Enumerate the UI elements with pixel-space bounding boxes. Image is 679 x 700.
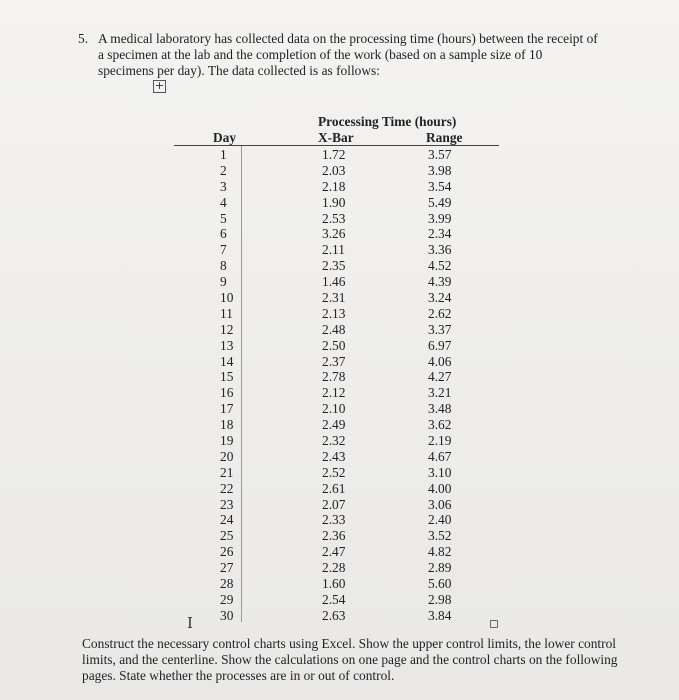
xbar-cell: 2.13 [322, 305, 346, 321]
text-cursor-icon: I [187, 614, 193, 632]
range-cell: 3.48 [428, 401, 452, 417]
square-icon [490, 620, 498, 628]
table-row [0, 528, 679, 544]
table-row [0, 512, 679, 528]
range-cell: 3.24 [428, 290, 452, 306]
table-row [0, 258, 679, 274]
range-cell: 3.06 [428, 496, 452, 512]
day-cell: 21 [220, 464, 234, 480]
xbar-cell: 3.26 [322, 226, 346, 242]
table-row [0, 179, 679, 195]
day-cell: 19 [220, 433, 234, 449]
day-cell: 1 [220, 147, 227, 162]
range-cell: 4.27 [428, 369, 452, 385]
xbar-cell: 2.37 [322, 353, 346, 369]
xbar-cell: 2.35 [322, 258, 346, 274]
day-cell: 26 [220, 544, 234, 560]
range-cell: 2.89 [428, 560, 452, 576]
xbar-cell: 2.28 [322, 560, 346, 576]
range-cell: 4.82 [428, 544, 452, 560]
range-cell: 4.00 [428, 480, 452, 496]
range-cell: 3.10 [428, 464, 452, 480]
day-cell: 16 [220, 385, 234, 401]
xbar-cell: 2.33 [322, 512, 346, 528]
table-row [0, 211, 679, 227]
xbar-cell: 2.50 [322, 337, 346, 353]
xbar-cell: 2.31 [322, 290, 346, 306]
table-row [0, 195, 679, 211]
table-row [0, 226, 679, 242]
xbar-cell: 2.63 [322, 607, 346, 623]
range-cell: 3.52 [428, 528, 452, 544]
xbar-cell: 1.46 [322, 274, 346, 290]
day-cell: 8 [220, 258, 227, 274]
table-row [0, 163, 679, 179]
xbar-cell: 1.90 [322, 194, 346, 210]
range-cell: 3.57 [428, 147, 452, 162]
xbar-cell: 2.11 [322, 242, 345, 258]
range-cell: 3.37 [428, 321, 452, 337]
range-cell: 2.62 [428, 305, 452, 321]
xbar-cell: 2.78 [322, 369, 346, 385]
table-super-header: Processing Time (hours) [318, 114, 457, 129]
xbar-cell: 2.54 [322, 591, 346, 607]
day-cell: 12 [220, 321, 234, 337]
range-cell: 3.54 [428, 178, 452, 194]
data-table-body [0, 147, 679, 624]
table-row [0, 465, 679, 481]
xbar-cell: 2.36 [322, 528, 346, 544]
table-row [0, 560, 679, 576]
day-cell: 30 [220, 607, 234, 623]
table-row [0, 354, 679, 370]
expand-table-icon[interactable]: + [154, 79, 165, 92]
table-row [0, 385, 679, 401]
table-row [0, 401, 679, 417]
xbar-cell: 2.10 [322, 401, 346, 417]
table-row [0, 544, 679, 560]
day-cell: 2 [220, 162, 227, 178]
table-row [0, 338, 679, 354]
range-cell: 3.21 [428, 385, 452, 401]
day-cell: 27 [220, 560, 234, 576]
xbar-cell: 2.07 [322, 496, 346, 512]
table-row [0, 274, 679, 290]
xbar-cell: 2.18 [322, 178, 346, 194]
range-cell: 2.34 [428, 226, 452, 242]
table-row [0, 306, 679, 322]
problem-text: A medical laboratory has collected data on the processing time (hours) between the receipt of a specimen at the lab and the completion of the work (based on a sample size of 10 specimens per day). The data collected is as follows: [98, 31, 598, 78]
day-cell: 14 [220, 353, 234, 369]
range-cell: 3.98 [428, 162, 452, 178]
range-cell: 3.99 [428, 210, 452, 226]
day-cell: 4 [220, 194, 227, 210]
xbar-cell: 2.43 [322, 448, 346, 464]
day-cell: 6 [220, 226, 227, 242]
xbar-cell: 1.72 [322, 147, 346, 162]
column-header-xbar: X-Bar [318, 130, 354, 145]
range-cell: 4.06 [428, 353, 452, 369]
range-cell: 4.52 [428, 258, 452, 274]
day-cell: 29 [220, 591, 234, 607]
table-row [0, 592, 679, 608]
range-cell: 3.62 [428, 417, 452, 433]
xbar-cell: 2.48 [322, 321, 346, 337]
instructions-text: Construct the necessary control charts using Excel. Show the upper control limits, the lower control limits, and the centerline. Show the calculations on one page and the control charts on the following pages. State whether the processes are in or out of control. [82, 636, 618, 683]
day-cell: 18 [220, 417, 234, 433]
day-cell: 11 [220, 305, 233, 321]
range-cell: 2.98 [428, 591, 452, 607]
range-cell: 6.97 [428, 337, 452, 353]
xbar-cell: 2.49 [322, 417, 346, 433]
table-row [0, 481, 679, 497]
xbar-cell: 1.60 [322, 576, 346, 592]
day-cell: 3 [220, 178, 227, 194]
table-row [0, 147, 679, 163]
day-cell: 5 [220, 210, 227, 226]
table-row [0, 608, 679, 624]
range-cell: 2.40 [428, 512, 452, 528]
day-cell: 7 [220, 242, 227, 258]
column-header-day: Day [213, 130, 237, 145]
day-cell: 13 [220, 337, 234, 353]
table-row [0, 322, 679, 338]
range-cell: 2.19 [428, 433, 452, 449]
day-cell: 15 [220, 369, 234, 385]
table-row [0, 242, 679, 258]
table-row [0, 417, 679, 433]
problem-statement [78, 31, 598, 79]
table-row [0, 497, 679, 513]
range-cell: 4.67 [428, 448, 452, 464]
xbar-cell: 2.47 [322, 544, 346, 560]
table-row [0, 576, 679, 592]
day-cell: 10 [220, 290, 234, 306]
xbar-cell: 2.03 [322, 162, 346, 178]
day-cell: 17 [220, 401, 234, 417]
range-cell: 5.49 [428, 194, 452, 210]
xbar-cell: 2.12 [322, 385, 346, 401]
table-row [0, 449, 679, 465]
day-cell: 25 [220, 528, 234, 544]
table-row [0, 369, 679, 385]
table-row [0, 433, 679, 449]
problem-number: 5. [78, 31, 89, 46]
range-cell: 3.84 [428, 607, 452, 623]
column-header-range: Range [426, 130, 463, 145]
day-cell: 24 [220, 512, 234, 528]
header-divider [174, 145, 499, 146]
day-cell: 9 [220, 274, 227, 290]
table-row [0, 290, 679, 306]
xbar-cell: 2.32 [322, 433, 346, 449]
day-cell: 20 [220, 448, 234, 464]
xbar-cell: 2.61 [322, 480, 346, 496]
xbar-cell: 2.52 [322, 464, 346, 480]
day-cell: 28 [220, 576, 234, 592]
xbar-cell: 2.53 [322, 210, 346, 226]
range-cell: 3.36 [428, 242, 452, 258]
range-cell: 4.39 [428, 274, 452, 290]
day-cell: 22 [220, 480, 234, 496]
day-cell: 23 [220, 496, 234, 512]
range-cell: 5.60 [428, 576, 452, 592]
